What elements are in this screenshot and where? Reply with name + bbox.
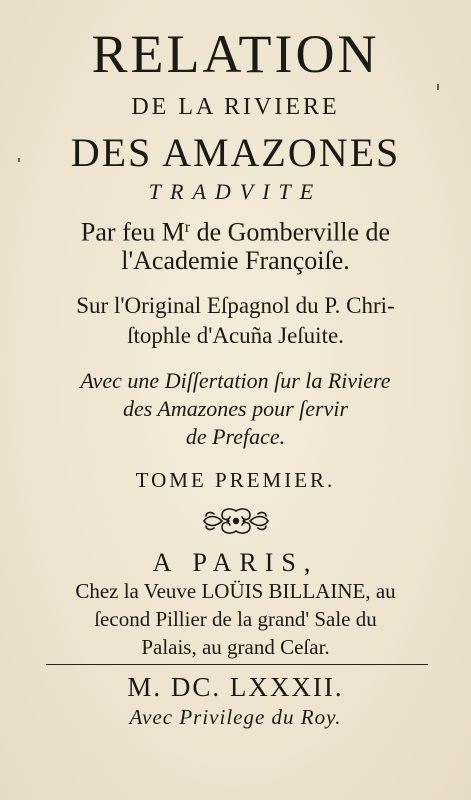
fleuron-ornament-icon (200, 505, 272, 537)
margin-mark-right (437, 84, 439, 90)
publication-year: M. DC. LXXXII. (127, 672, 344, 702)
original-line-1: Sur l'Original Eſpagnol du P. Chri- (76, 293, 395, 318)
subtitle-line-2: DES AMAZONES (70, 130, 401, 175)
translator-suffix: de Gomberville de (190, 217, 391, 247)
translator-line-2: l'Academie Françoiſe. (121, 246, 350, 275)
imprint-city: A PARIS, (152, 548, 319, 577)
translator-prefix: Par feu M (80, 217, 185, 247)
traduite-line: TRADVITE (148, 179, 323, 204)
horizontal-rule (46, 664, 428, 665)
volume-line: TOME PREMIER. (135, 468, 336, 492)
subtitle-line-1: DE LA RIVIERE (131, 94, 340, 120)
dissertation-line-1: Avec une Diſſertation ſur la Riviere (80, 368, 391, 393)
translator-line-1 (0, 212, 471, 249)
imprint-line-2: ſecond Pillier de la grand' Sale du (94, 607, 377, 631)
dissertation-line-3: de Preface. (185, 424, 286, 449)
book-title: RELATION (91, 24, 380, 84)
dissertation-line-2: des Amazones pour ſervir (122, 396, 349, 421)
translator-superscript: r (184, 219, 191, 236)
imprint-line-3: Palais, au grand Ceſar. (141, 635, 330, 659)
privilege-line: Avec Privilege du Roy. (129, 705, 342, 729)
original-line-2: ſtophle d'Acuña Jeſuite. (127, 323, 344, 348)
imprint-line-1: Chez la Veuve LOÜIS BILLAINE, au (75, 579, 396, 603)
